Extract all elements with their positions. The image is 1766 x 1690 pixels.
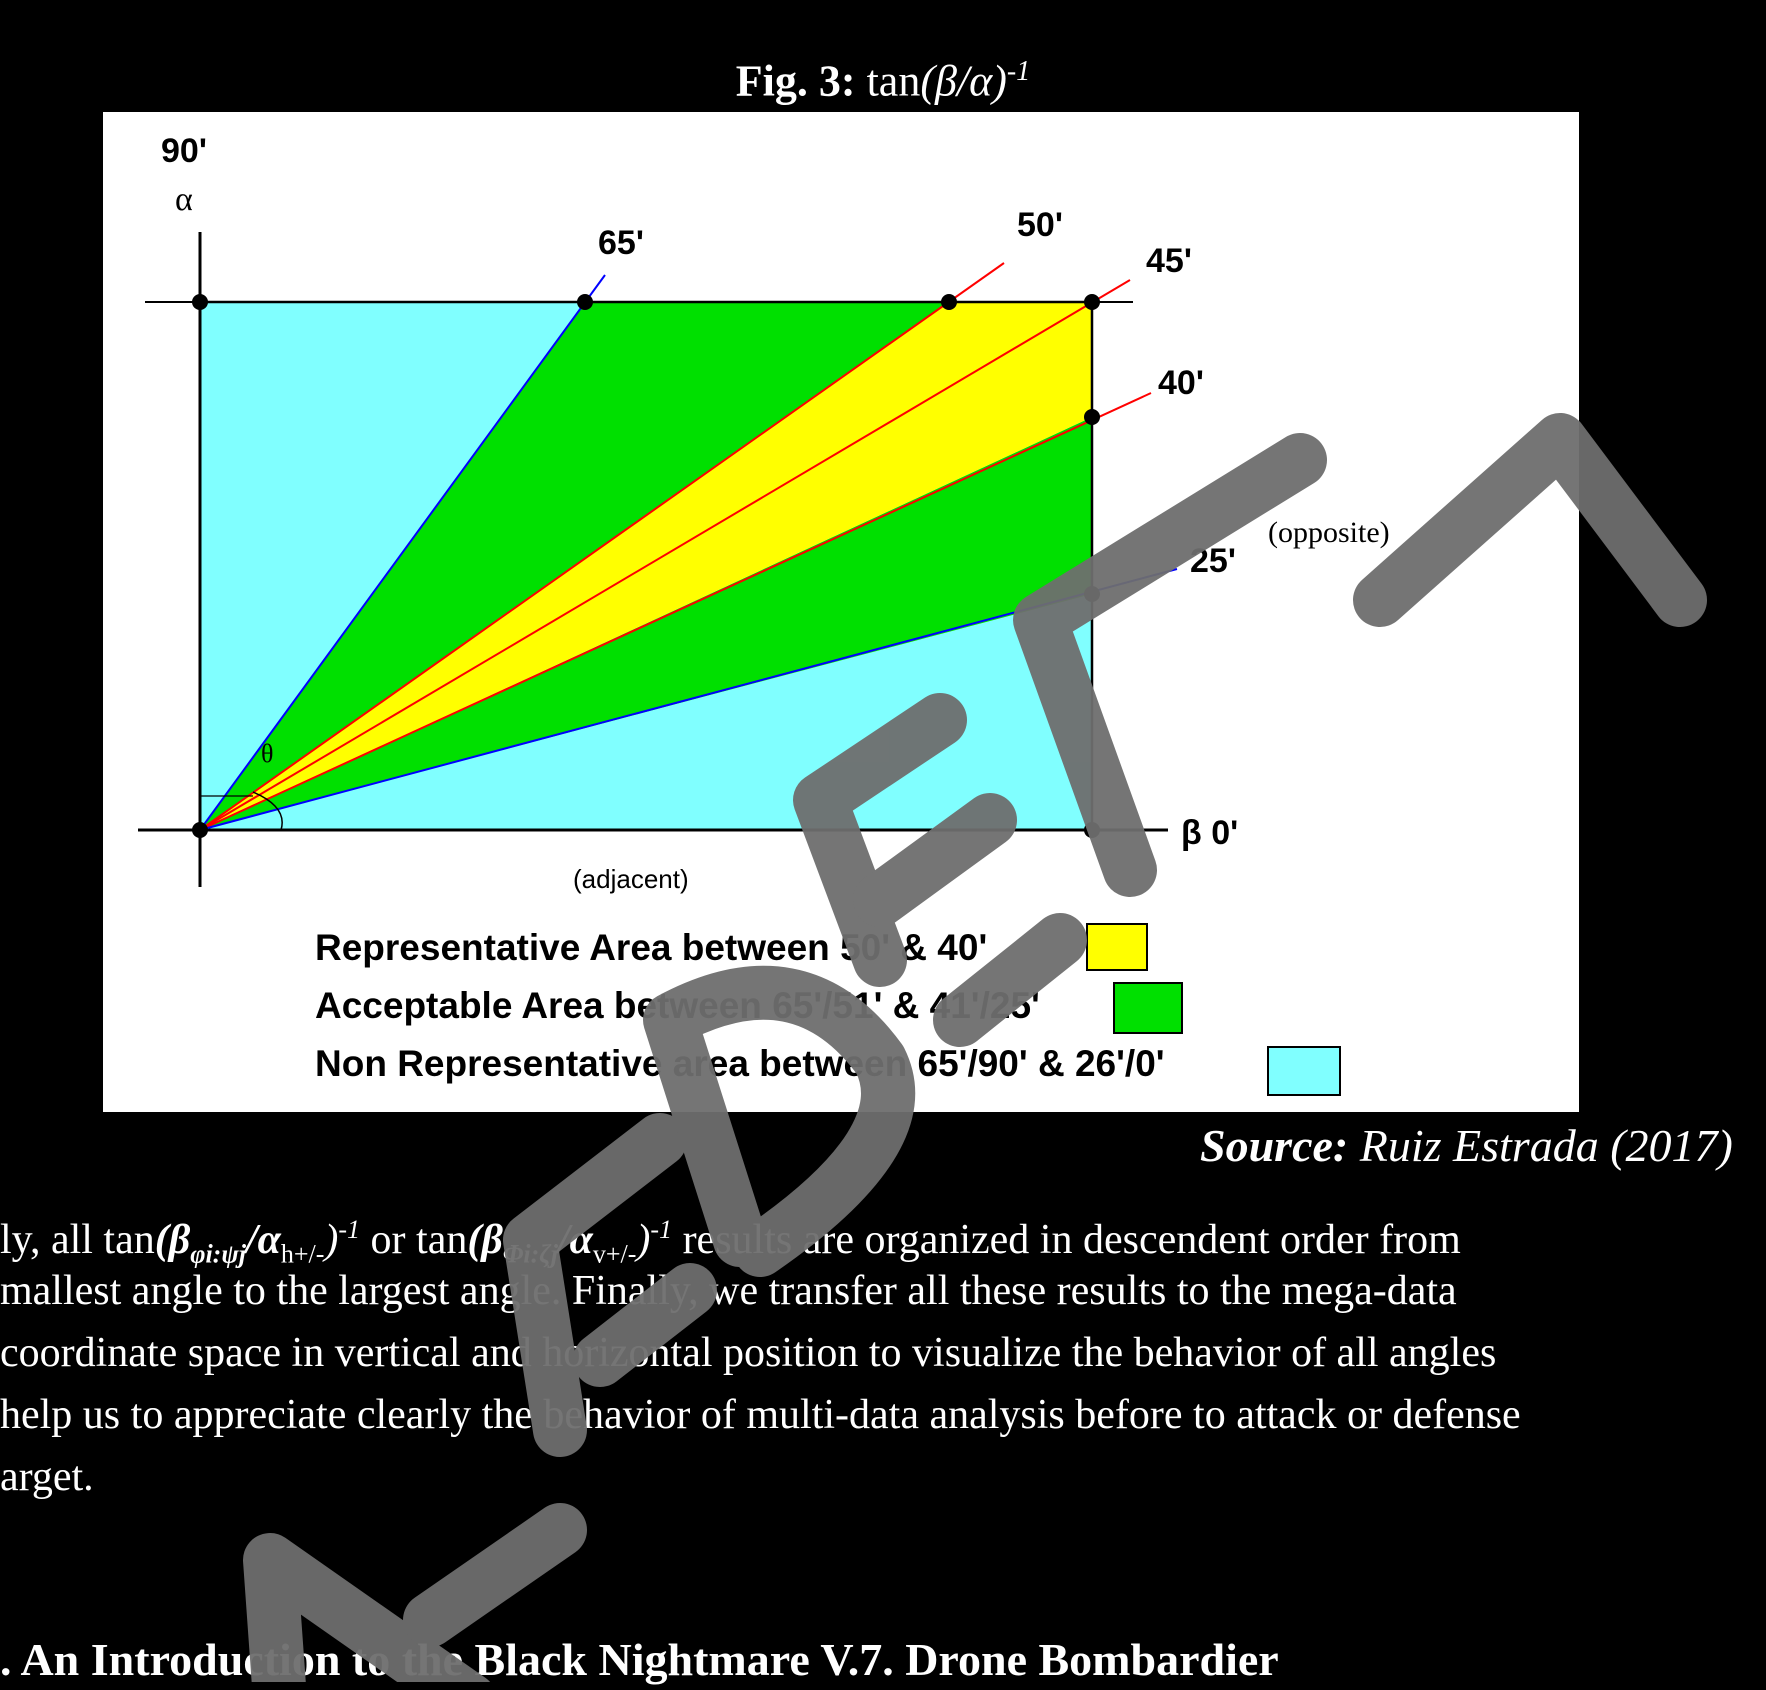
source-text: Ruiz Estrada (2017) xyxy=(1348,1120,1733,1171)
p1-beta-2: (β xyxy=(467,1217,503,1263)
p1-sub-3: Φi:ζj xyxy=(502,1239,558,1269)
p1-text-end: results are organized in descendent order from xyxy=(672,1217,1461,1263)
p1-alpha-1: /α xyxy=(245,1217,281,1263)
p1-exp-2: -1 xyxy=(650,1215,673,1244)
point-40 xyxy=(1084,409,1100,425)
legend-swatch-cyan xyxy=(1268,1047,1340,1095)
legend-swatch-yellow xyxy=(1087,924,1147,970)
p1-exp-1: -1 xyxy=(338,1215,361,1244)
point-45 xyxy=(1084,294,1100,310)
point-50 xyxy=(941,294,957,310)
label-opposite: (opposite) xyxy=(1268,516,1390,549)
p1-paren-1: ) xyxy=(324,1217,339,1263)
p1-sub-1: φi:ψj xyxy=(190,1239,246,1269)
p1-sub-4: v+/- xyxy=(592,1239,637,1269)
paragraph-line-5: arget. xyxy=(0,1454,94,1500)
label-25: 25' xyxy=(1190,542,1236,580)
p1-paren-2: ) xyxy=(636,1217,651,1263)
p1-text-a: ly, all tan xyxy=(0,1217,155,1263)
paragraph-line-4: help us to appreciate clearly the behavior of multi-data analysis before to attack or defense xyxy=(0,1392,1521,1438)
p1-sub-2: h+/- xyxy=(280,1239,325,1269)
label-45: 45' xyxy=(1146,242,1192,280)
label-adjacent: (adjacent) xyxy=(573,864,689,894)
figure-title-prefix: Fig. 3: xyxy=(735,56,856,106)
point-65 xyxy=(577,294,593,310)
figure-title-arg: (β/α) xyxy=(920,56,1007,106)
label-alpha: α xyxy=(175,181,193,218)
label-90: 90' xyxy=(161,132,207,170)
legend-label-non-representative: Non Representative area between 65'/90' & 26'/0' xyxy=(315,1043,1165,1084)
paragraph-line-2: mallest angle to the largest angle. Finally, we transfer all these results to the mega-data xyxy=(0,1268,1457,1314)
legend-label-acceptable: Acceptable Area between 65'/51' & 41'/25' xyxy=(315,985,1040,1026)
point-origin-top xyxy=(192,294,208,310)
section-heading: . An Introduction to the Black Nightmare V.7. Drone Bombardier xyxy=(0,1634,1279,1685)
figure-title-exp: -1 xyxy=(1006,56,1031,87)
p1-text-or: or tan xyxy=(360,1217,468,1263)
p1-alpha-2: /α xyxy=(557,1217,593,1263)
label-40: 40' xyxy=(1158,364,1204,402)
label-65: 65' xyxy=(598,224,644,262)
legend-label-representative: Representative Area between 50' & 40' xyxy=(315,927,988,968)
label-beta-0: β 0' xyxy=(1181,814,1239,852)
paragraph-line-3: coordinate space in vertical and horizontal position to visualize the behavior of all angles xyxy=(0,1330,1497,1376)
watermark-stroke-i xyxy=(430,1530,560,1620)
figure-title xyxy=(0,44,1766,110)
source-label: Source: xyxy=(1200,1120,1349,1171)
legend-swatch-green xyxy=(1114,983,1182,1033)
angle-diagram xyxy=(103,112,1579,1112)
p1-beta-1: (β xyxy=(154,1217,191,1263)
label-50: 50' xyxy=(1017,206,1063,244)
point-25 xyxy=(1084,586,1100,602)
label-theta: θ xyxy=(261,739,274,768)
figure-source xyxy=(1200,1116,1733,1176)
point-origin xyxy=(192,822,208,838)
point-beta xyxy=(1084,822,1100,838)
figure-title-func: tan xyxy=(866,56,921,106)
